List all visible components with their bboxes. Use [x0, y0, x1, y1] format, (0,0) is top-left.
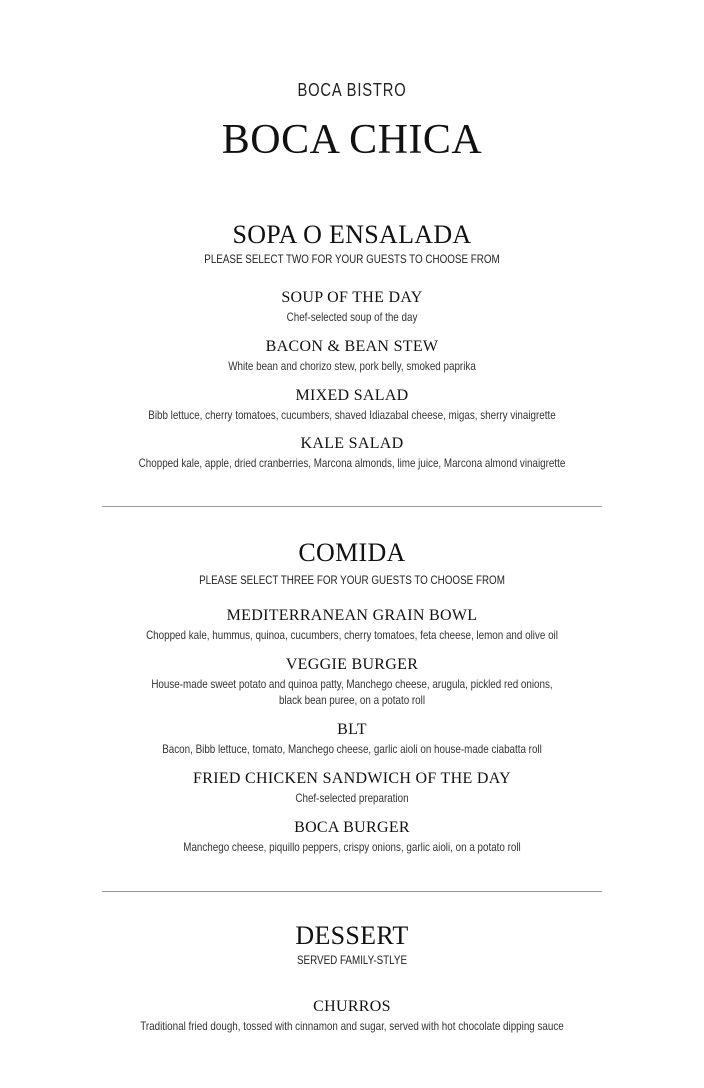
menu-item-name: BOCA BURGER	[294, 819, 410, 836]
menu-item-name: VEGGIE BURGER	[285, 656, 419, 673]
menu-item-desc: Chef-selected soup of the day	[286, 310, 418, 324]
menu-item-name: BACON & BEAN STEW	[265, 338, 439, 355]
section-title-sopa: SOPA O ENSALADA	[232, 220, 472, 249]
section-subtitle-sopa: PLEASE SELECT TWO FOR YOUR GUESTS TO CHOOSE FROM	[204, 252, 500, 266]
menu-item-name: MIXED SALAD	[295, 387, 409, 404]
menu-item-name: MEDITERRANEAN GRAIN BOWL	[226, 607, 478, 624]
section-title-dessert: DESSERT	[295, 921, 409, 950]
menu-item-name: SOUP OF THE DAY	[281, 289, 423, 306]
menu-item-name: CHURROS	[313, 998, 391, 1015]
brand-name: BOCA BISTRO	[297, 80, 407, 100]
menu-item-name: KALE SALAD	[300, 435, 404, 452]
menu-item-desc: Chef-selected preparation	[295, 791, 409, 805]
section-title-comida: COMIDA	[298, 538, 406, 567]
section-subtitle-dessert: SERVED FAMILY-STLYE	[296, 953, 408, 967]
menu-item-desc: Manchego cheese, piquillo peppers, crispy onions, garlic aioli, on a potato roll	[183, 840, 521, 854]
section-divider	[102, 891, 602, 892]
menu-item-desc: White bean and chorizo stew, pork belly, smoked paprika	[228, 359, 476, 373]
menu-item-desc: Chopped kale, hummus, quinoa, cucumbers, cherry tomatoes, feta cheese, lemon and olive oil	[146, 628, 558, 642]
section-subtitle-comida: PLEASE SELECT THREE FOR YOUR GUESTS TO CHOOSE FROM	[199, 573, 505, 587]
section-divider	[102, 506, 602, 507]
menu-item-desc: Traditional fried dough, tossed with cinnamon and sugar, served with hot chocolate dipping sauce	[140, 1019, 564, 1033]
menu-item-desc-line2: black bean puree, on a potato roll	[278, 693, 426, 707]
menu-item-name: BLT	[337, 721, 367, 738]
menu-item-desc: Chopped kale, apple, dried cranberries, Marcona almonds, lime juice, Marcona almond vinaigrette	[138, 456, 566, 470]
menu-item-name: FRIED CHICKEN SANDWICH OF THE DAY	[193, 770, 511, 787]
menu-item-desc: Bibb lettuce, cherry tomatoes, cucumbers, shaved Idiazabal cheese, migas, sherry vinaigrette	[148, 408, 556, 422]
menu-item-desc: Bacon, Bibb lettuce, tomato, Manchego cheese, garlic aioli on house-made ciabatta roll	[162, 742, 542, 756]
menu-title: BOCA CHICA	[221, 117, 483, 163]
menu-item-desc: House-made sweet potato and quinoa patty, Manchego cheese, arugula, pickled red onions,	[151, 677, 553, 691]
